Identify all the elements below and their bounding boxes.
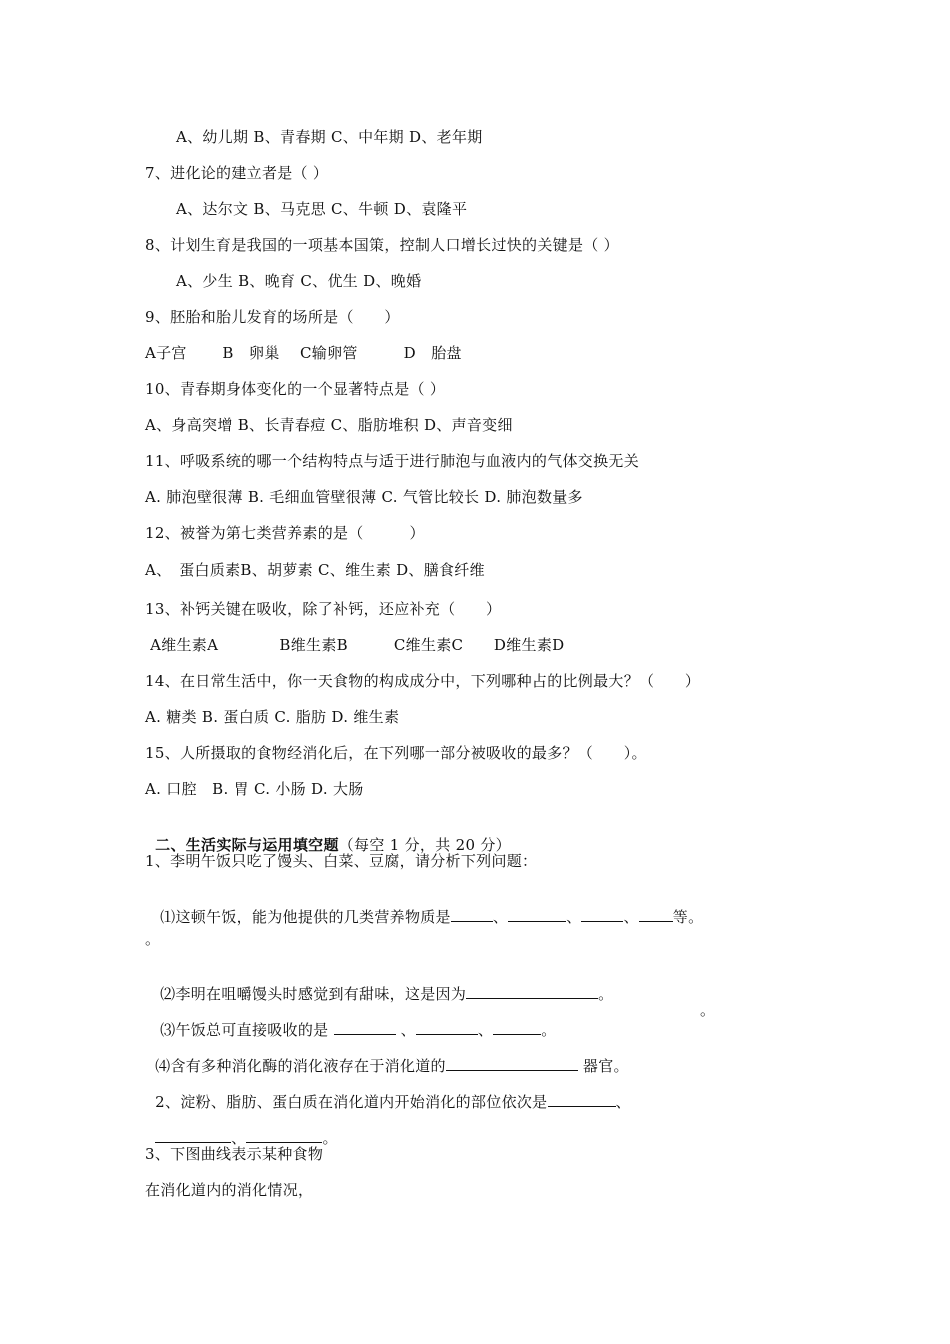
q1-part3-trail: 。: [700, 1001, 716, 1019]
line-q10-stem: 10、青春期身体变化的一个显著特点是（ ）: [145, 380, 446, 398]
q2-end: 。: [322, 1129, 338, 1147]
line-q13-stem: 13、补钙关键在吸收，除了补钙，还应补充（ ）: [145, 600, 502, 618]
section2-heading: [145, 815, 511, 855]
blank[interactable]: [508, 907, 566, 922]
line-q15-options: A. 口腔 B. 胃 C. 小肠 D. 大肠: [145, 780, 364, 798]
line-q7-options: A、达尔文 B、马克思 C、牛顿 D、袁隆平: [176, 200, 468, 218]
q1-part1-prefix: ⑴这顿午饭，能为他提供的几类营养物质是: [160, 908, 451, 926]
q1-part3-prefix: ⑶午饭总可直接吸收的是: [160, 1021, 334, 1039]
line-q11-stem: 11、呼吸系统的哪一个结构特点与适于进行肺泡与血液内的气体交换无关: [145, 452, 639, 470]
blank[interactable]: [246, 1128, 322, 1143]
line-q9-stem: 9、胚胎和胎儿发育的场所是（ ）: [145, 308, 400, 326]
line-q9-options: A子宫 B 卵巢 C输卵管 D 胎盘: [145, 344, 462, 362]
q1-dot: 。: [145, 930, 161, 948]
q2-comma: 、: [615, 1093, 631, 1111]
blank[interactable]: [416, 1020, 478, 1035]
blank[interactable]: [639, 907, 673, 922]
line-q12-stem: 12、被誉为第七类营养素的是（ ）: [145, 524, 425, 542]
q1-part1-suffix: 等。: [672, 908, 704, 926]
line-q8-options: A、少生 B、晚育 C、优生 D、晚婚: [176, 272, 422, 290]
line-q10-options: A、身高突增 B、长青春痘 C、脂肪堆积 D、声音变细: [145, 416, 513, 434]
section2-title: 二、生活实际与运用填空题: [155, 836, 339, 854]
line-q8-stem: 8、计划生育是我国的一项基本国策，控制人口增长过快的关键是（ ）: [145, 236, 619, 254]
separator: 、: [400, 1021, 416, 1039]
separator: 、: [492, 908, 509, 926]
blank[interactable]: [334, 1020, 396, 1035]
line-q12-options: A、 蛋白质素B、胡萝素 C、维生素 D、膳食纤维: [145, 561, 485, 579]
q1-part4-prefix: ⑷含有多种消化酶的消化液存在于消化道的: [155, 1057, 446, 1075]
blank[interactable]: [581, 907, 623, 922]
blank[interactable]: [466, 984, 598, 999]
q1-stem: 1、李明午饭只吃了馒头、白菜、豆腐，请分析下列问题：: [145, 852, 538, 870]
q1-part4-suffix: 器官。: [577, 1057, 629, 1075]
blank[interactable]: [451, 907, 493, 922]
line-q11-options: A. 肺泡壁很薄 B. 毛细血管壁很薄 C. 气管比较长 D. 肺泡数量多: [145, 488, 583, 506]
blank[interactable]: [548, 1092, 616, 1107]
q2-stem: [145, 1072, 631, 1112]
separator: 、: [231, 1129, 247, 1147]
q1-part2-suffix: 。: [598, 985, 614, 1003]
separator: 、: [566, 908, 582, 926]
section2-note: （每空 1 分，共 20 分）: [338, 836, 511, 854]
q2-stem-text: 2、淀粉、脂肪、蛋白质在消化道内开始消化的部位依次是: [155, 1093, 548, 1111]
line-q13-options: A维生素A B维生素B C维生素C D维生素D: [145, 636, 565, 654]
line-q15-stem: 15、人所摄取的食物经消化后，在下列哪一部分被吸收的最多？（ ）。: [145, 744, 647, 762]
q1-part2: [150, 964, 613, 1004]
q1-part3-suffix: 。: [541, 1021, 557, 1039]
q1-part2-prefix: ⑵李明在咀嚼馒头时感觉到有甜味，这是因为: [160, 985, 467, 1003]
q3-stem: 3、下图曲线表示某种食物: [145, 1145, 324, 1163]
separator: 、: [477, 1021, 494, 1039]
separator: 、: [623, 908, 639, 926]
line-q7-stem: 7、进化论的建立者是（ ）: [145, 164, 329, 182]
blank[interactable]: [493, 1020, 541, 1035]
q1-part4: [145, 1036, 629, 1076]
q2-cont: [145, 1108, 338, 1148]
line-q14-stem: 14、在日常生活中，你一天食物的构成成分中，下列哪种占的比例最大？（ ）: [145, 672, 701, 690]
line-q14-options: A. 糖类 B. 蛋白质 C. 脂肪 D. 维生素: [145, 708, 400, 726]
blank[interactable]: [155, 1128, 231, 1143]
line-q6-options: A、幼儿期 B、青春期 C、中年期 D、老年期: [176, 128, 483, 146]
blank[interactable]: [446, 1056, 578, 1071]
q1-part3: [150, 1000, 557, 1040]
q3-line2: 在消化道内的消化情况，: [145, 1181, 314, 1199]
q1-part1: [150, 887, 703, 927]
